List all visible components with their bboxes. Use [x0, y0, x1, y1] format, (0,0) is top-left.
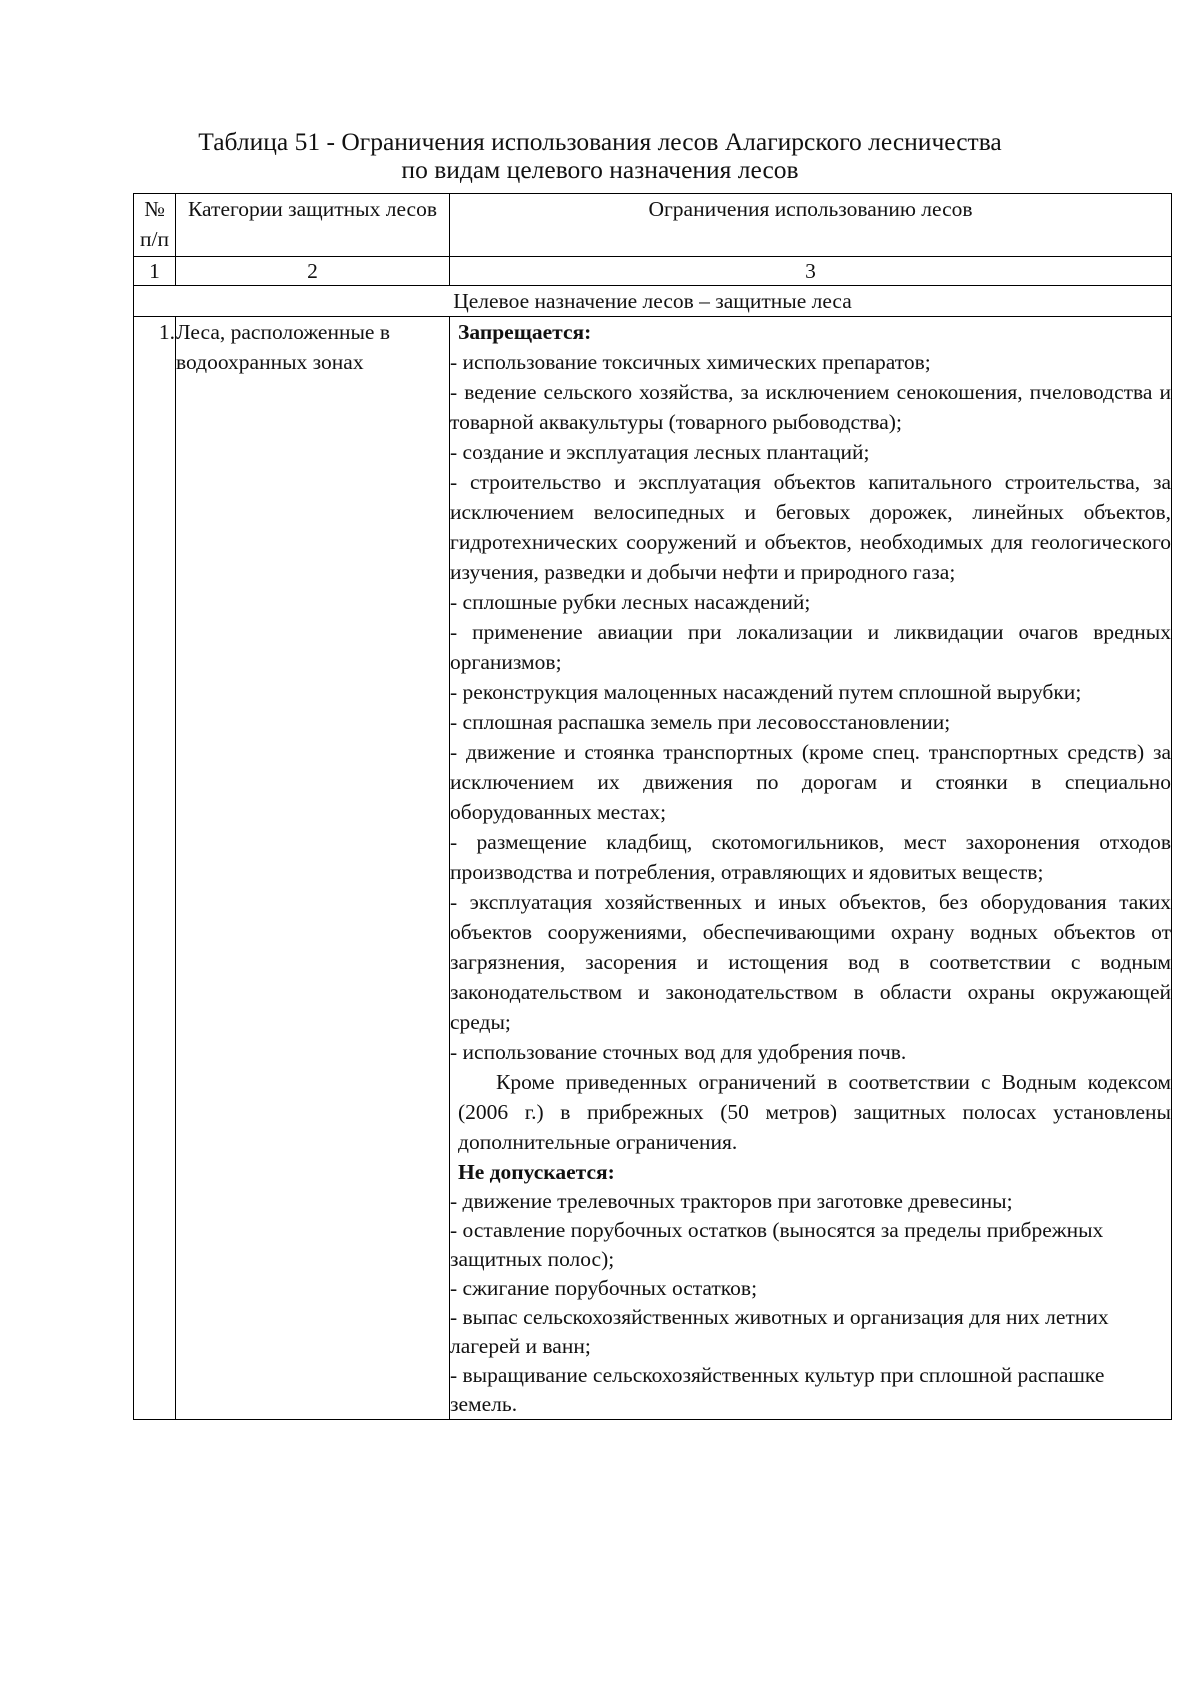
header-row — [134, 194, 1172, 257]
column-number-3: 3 — [450, 257, 1172, 286]
purpose-row — [134, 286, 1172, 317]
restrictions-table — [133, 193, 1172, 1420]
list-item: - сплошные рубки лесных насаждений; — [450, 590, 811, 614]
row-restrictions — [450, 317, 1172, 1420]
additional-restrictions-note: Кроме приведенных ограничений в соответствии с Водным кодексом (2006 г.) в прибрежных (50 метров) защитных полосах установлены дополнительные ограничения. — [458, 1070, 1171, 1154]
list-item: - применение авиации при локализации и ликвидации очагов вредных организмов; — [450, 620, 1171, 674]
list-item: - эксплуатация хозяйственных и иных объектов, без оборудования таких объектов сооружениями, обеспечивающими охрану водных объектов от загрязнения, засорения и истощения вод в соответствии с водным законодательством и законодательством в области охраны окружающей среды; — [450, 890, 1171, 1034]
list-item: - использование токсичных химических препаратов; — [450, 350, 931, 374]
prohibited-heading: Запрещается: — [458, 320, 592, 344]
row-number: 1. — [134, 317, 176, 1420]
header-category: Категории защитных лесов — [176, 194, 450, 257]
list-item: - ведение сельского хозяйства, за исключением сенокошения, пчеловодства и товарной аквакультуры (товарного рыбоводства); — [450, 380, 1171, 434]
list-item: - реконструкция малоценных насаждений путем сплошной вырубки; — [450, 680, 1082, 704]
not-allowed-heading: Не допускается: — [458, 1160, 615, 1184]
table-row — [134, 317, 1172, 1420]
list-item: - сплошная распашка земель при лесовосстановлении; — [450, 710, 951, 734]
header-restrictions: Ограничения использованию лесов — [450, 194, 1172, 257]
list-item: - выпас сельскохозяйственных животных и организация для них летних лагерей и ванн; — [450, 1305, 1109, 1358]
list-item: - движение трелевочных тракторов при заготовке древесины; — [450, 1189, 1013, 1213]
prohibited-list — [450, 347, 1171, 1067]
list-item: - использование сточных вод для удобрения почв. — [450, 1040, 907, 1064]
row-category: Леса, расположенные в водоохранных зонах — [176, 317, 450, 1420]
header-number: № п/п — [134, 194, 176, 257]
not-allowed-list — [450, 1187, 1171, 1419]
list-item: - создание и эксплуатация лесных плантаций; — [450, 440, 870, 464]
column-number-2: 2 — [176, 257, 450, 286]
list-item: - выращивание сельскохозяйственных культур при сплошной распашке земель. — [450, 1363, 1105, 1416]
table-title-line-1: Таблица 51 - Ограничения использования лесов Алагирского лесничества — [198, 127, 1002, 156]
list-item: - строительство и эксплуатация объектов капитального строительства, за исключением велосипедных и беговых дорожек, линейных объектов, гидротехнических сооружений и объектов, необходимых для геологического изучения, разведки и добычи нефти и природного газа; — [450, 470, 1171, 584]
table-title — [0, 128, 1200, 184]
list-item: - движение и стоянка транспортных (кроме спец. транспортных средств) за исключением их движения по дорогам и стоянки в специально оборудованных местах; — [450, 740, 1171, 824]
list-item: - размещение кладбищ, скотомогильников, мест захоронения отходов производства и потребления, отравляющих и ядовитых веществ; — [450, 830, 1171, 884]
purpose-label: Целевое назначение лесов – защитные леса — [134, 286, 1172, 317]
table-title-line-2: по видам целевого назначения лесов — [401, 155, 799, 184]
list-item: - оставление порубочных остатков (выносятся за пределы прибрежных защитных полос); — [450, 1218, 1104, 1271]
list-item: - сжигание порубочных остатков; — [450, 1276, 758, 1300]
column-number-1: 1 — [134, 257, 176, 286]
column-number-row — [134, 257, 1172, 286]
